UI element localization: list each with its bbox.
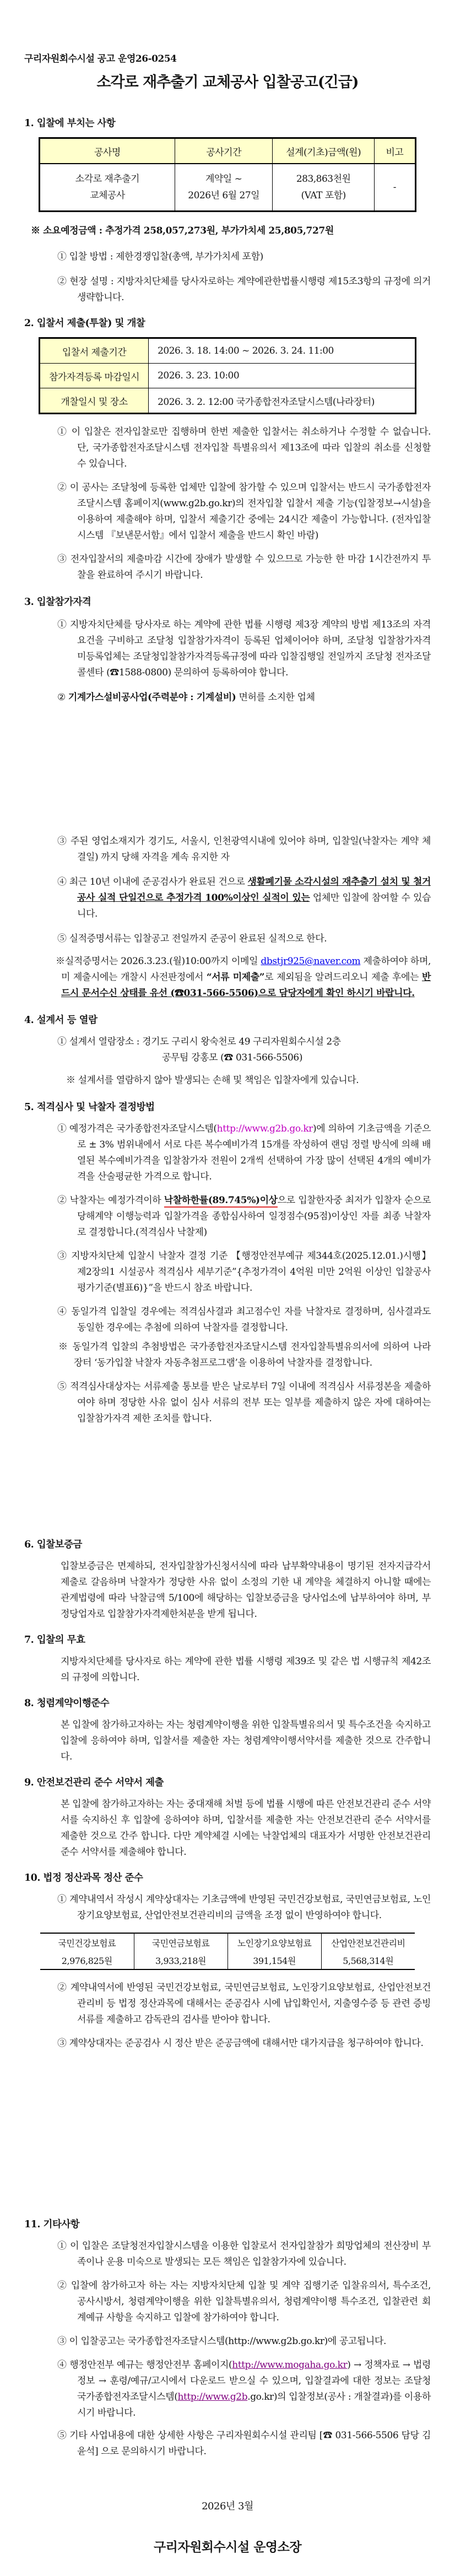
col-industrial-safety: 산업안전보건관리비 <box>321 1933 415 1951</box>
screening-documents-item: ⑤ 적격심사대상자는 서류제출 통보를 받은 날로부터 7일 이내에 적격심사 서류정본을 제출하여야 하며 정당한 사유 없이 심사 서류의 전부 또는 일부를 제출하지 않은 자에 대하여는 입찰참가자격 제한 조치를 합니다. <box>57 1381 431 1424</box>
bid-overview-table <box>39 137 416 212</box>
design-review-location-item: ① 설계서 열람장소 : 경기도 구리시 왕숙천로 49 구리자원회수시설 2층 <box>57 1036 341 1047</box>
period-line2: 2026년 6월 27일 <box>188 190 260 201</box>
cell-submission-period: 2026. 3. 18. 14:00 ~ 2026. 3. 24. 11:00 <box>149 338 416 364</box>
table-header-row <box>40 138 416 164</box>
blank-gap <box>24 1427 431 1537</box>
qualification-item-4 <box>57 874 431 922</box>
table-row <box>40 388 416 414</box>
deadline-caution-item: ③ 전자입찰서의 제출마감 시간에 장애가 발생할 수 있으므로 가능한 한 마감 1시간전까지 투찰을 완료하여 주시기 바랍니다. <box>57 554 431 581</box>
mogaha-url-link[interactable]: http://www.mogaha.go.kr <box>232 2359 348 2371</box>
design-review-contact: 공무팀 강홍모 (☎ 031-566-5506) <box>162 1052 303 1063</box>
note-mid1: 제출하여야 하며, 미 제출시에는 개찰시 사전판정에서 <box>61 956 431 983</box>
footer-date: 2026년 3월 <box>202 2501 253 2512</box>
email-link[interactable]: dbstjr925@naver.com <box>261 956 361 967</box>
table-row <box>40 164 416 212</box>
table-row <box>40 338 416 364</box>
misc-4-post: .go.kr)의 입찰정보(공사 : 개찰결과)를 이용하시기 바랍니다. <box>77 2391 431 2418</box>
bid-bond-body: 입찰보증금은 면제하되, 전자입찰참가신청서식에 따라 납부확약내용이 명기된 전자지급각서 제출로 갈음하며 낙찰자가 정당한 사유 없이 소정의 기한 내 계약을 체결하지 아니할 때에는 관계법령에 따라 낙찰금액 5/100에 해당하는 입찰보증금을 당사업소에 납부하여야 하며, 부정당업자로 입찰참가자격제한처분을 받게 됩니다. <box>61 1561 431 1620</box>
section-2-heading: 2. 입찰서 제출(투찰) 및 개찰 <box>24 318 145 329</box>
document-title: 소각로 재추출기 교체공사 입찰공고(긴급) <box>96 74 359 91</box>
g2b-registration-item: ② 이 공사는 조달청에 등록한 업체만 입찰에 참가할 수 있으며 입찰서는 반드시 국가종합전자조달시스템 홈페이지(www.g2b.go.kr)의 전자입찰 입찰서 제출 기능(입찰정보→시설)을 이용하여 제출해야 하며, 입찰서 제출기간 중에는 24시간 제출이 가능합니다. (전자입찰시스템 『보낸문서함』에서 입찰서 제출을 반드시 확인 바람) <box>57 482 431 541</box>
construction-name-line2: 교체공사 <box>90 190 125 201</box>
period-line1: 계약일 ~ <box>205 174 242 185</box>
award-rate-post: 으로 입찰한자중 최저가 입찰자 순으로 당해계약 이행능력과 입찰가격을 종합심사하여 일정점수(95점)이상인 자를 최종 낙찰자로 결정합니다.(적격심사 낙찰제) <box>77 1195 431 1238</box>
section-3-heading: 3. 입찰참가자격 <box>24 597 91 608</box>
performance-post: 업체만 입찰에 참여할 수 있습니다. <box>77 892 431 919</box>
section-7-heading: 7. 입찰의 무효 <box>24 1635 85 1646</box>
notice-number: 구리자원회수시설 공고 운영26-0254 <box>24 53 177 64</box>
license-requirement-bold: 기계가스설비공사업(주력분야 : 기계설비) <box>68 692 236 703</box>
cell-opening-datetime: 2026. 3. 2. 12:00 국가종합전자조달시스템(나라장터) <box>149 388 416 414</box>
col-national-pension: 국민연금보험료 <box>134 1933 228 1951</box>
footer-signature: 구리자원회수시설 운영소장 <box>153 2540 302 2555</box>
col-health-insurance: 국민건강보험료 <box>58 1938 116 1949</box>
row-header-registration-deadline: 참가자격등록 마감일시 <box>40 364 149 388</box>
col-header-remark: 비고 <box>374 138 415 164</box>
blank-gap <box>24 2052 431 2217</box>
qualification-item-3: ③ 주된 영업소재지가 경기도, 서울시, 인천광역시내에 있어야 하며, 입찰일(낙찰자는 계약 체결일) 까지 당해 자격을 계속 유지한 자 <box>57 836 431 863</box>
settlement-item-3: ③ 계약상대자는 준공검사 시 정산 받은 준공금액에 대해서만 대가지급을 청구하여야 합니다. <box>57 2038 424 2049</box>
invalid-bid-body: 지방자치단체를 당사자로 하는 계약에 관한 법률 시행령 제39조 및 같은 법 시행규칙 제42조의 규정에 의합니다. <box>61 1656 431 1683</box>
blank-gap <box>24 706 431 834</box>
electronic-bid-item: ① 이 입찰은 전자입찰로만 집행하며 한번 제출한 입찰서는 취소하거나 수정할 수 없습니다. 단, 국가종합전자조달시스템 전자입찰 특별유의서 제13조에 따라 입찰의 취소를 신청할 수 있습니다. <box>57 426 431 469</box>
safety-pledge-body: 본 입찰에 참가하고자하는 자는 중대재해 처벌 등에 법률 시행에 따른 안전보건관리 준수 서약서를 숙지하신 후 입찰에 응하여야 하며, 입찰서를 제출한 자는 안전보건관리 준수 서약서를 제출한 것으로 간주 합니다. 다만 계약체결 시에는 낙찰업체의 대표자가 서명한 안전보건관리 준수 서약서를 제출해야 합니다. <box>61 1799 431 1858</box>
site-briefing-item: ② 현장 설명 : 지방자치단체를 당사자로하는 계약에관한법률시행령 제15조3항의 규정에 의거 생략합니다. <box>57 276 431 303</box>
qualification-item-2 <box>57 690 431 706</box>
reserve-price-post: )에 의하여 기초금액을 기준으로 ± 3% 범위내에서 서로 다른 복수예비가격 15개를 작성하여 랜덤 정렬 방식에 의해 배열된 복수예비가격을 입찰참가자 전원이 2개씩 선택하여 가장 많이 선택된 4개의 예비가격을 산술평균한 가격으로 합니다. <box>77 1123 431 1182</box>
section-4-heading: 4. 설계서 등 열람 <box>24 1015 98 1026</box>
award-lower-limit-red-underline: 낙찰하한률(89.745%)이상 <box>164 1195 278 1208</box>
reserve-price-pre: ① 예정가격은 국가종합전자조달시스템( <box>57 1123 217 1134</box>
row-header-opening-datetime: 개찰일시 및 장소 <box>40 388 149 414</box>
g2b-url-plain: http://www.g2b.go.kr <box>228 2336 324 2347</box>
license-requirement-rest: 면허를 소지한 업체 <box>236 692 315 703</box>
value-longterm-care: 391,154원 <box>228 1951 321 1969</box>
col-longterm-care: 노인장기요양보험료 <box>228 1933 321 1951</box>
value-national-pension: 3,933,218원 <box>134 1951 228 1969</box>
cell-amount <box>273 164 374 212</box>
bid-method-item: ① 입찰 방법 : 제한경쟁입찰(총액, 부가가치세 포함) <box>57 251 263 262</box>
performance-pre: ④ 최근 10년 이내에 준공검사가 완료된 건으로 <box>57 876 248 887</box>
settlement-item-2: ② 계약내역서에 반영된 국민건강보험료, 국민연금보험료, 노인장기요양보험료, 산업안전보건관리비 등 법정 정산과목에 대해서는 준공검사 시에 납입확인서, 지출영수증 등 관련 증빙서류를 제출하고 감독관의 검사를 받아야 합니다. <box>57 1982 431 2025</box>
misc-item-1: ① 이 입찰은 조달청전자입찰시스템을 이용한 입찰로서 전자입찰참가 희망업체의 전산장비 부족이나 운용 미숙으로 발생되는 모든 책임은 입찰참가자에 있습니다. <box>57 2241 431 2267</box>
tie-bid-item: ④ 동일가격 입찰일 경우에는 적격심사결과 최고점수인 자를 낙찰자로 결정하며, 심사결과도 동일한 경우에는 추첨에 의하여 낙찰자를 결정합니다. <box>57 1306 431 1333</box>
cell-registration-deadline: 2026. 3. 23. 10:00 <box>149 364 416 388</box>
section-9-heading: 9. 안전보건관리 준수 서약서 제출 <box>24 1777 164 1788</box>
misc-3-pre: ③ 이 입찰공고는 국가종합전자조달시스템( <box>57 2336 229 2347</box>
table-value-row <box>40 1951 415 1969</box>
section-6-heading: 6. 입찰보증금 <box>24 1539 82 1550</box>
settlement-table <box>40 1933 415 1970</box>
table-header-row <box>40 1933 415 1951</box>
misc-3-post: )에 공고됩니다. <box>324 2336 386 2347</box>
misc-4-mid: ) → 정책자료 → 법령정보 → 훈령/예규/고시에서 다운로드 받으실 수 있으며, 입찰결과에 대한 정보는 조달청 국가종합전자조달시스템( <box>77 2359 431 2402</box>
integrity-pledge-body: 본 입찰에 참가하고자하는 자는 청렴계약이행을 위한 입찰특별유의서 및 특수조건을 숙지하고 입찰에 응하여야 하며, 입찰서를 제출한 자는 청렴계약이행서약서를 제출한 것으로 간주합니다. <box>61 1719 431 1762</box>
note-mid2: 로 제외됨을 알려드리오니 제출 후에는 <box>264 972 422 983</box>
award-rate-pre: ② 낙찰자는 예정가격이하 <box>57 1195 164 1206</box>
amount-line2: (VAT 포함) <box>301 190 346 201</box>
reserve-price-item <box>57 1121 431 1185</box>
estimated-amount-note: ※ 소요예정금액 : 추정가격 258,057,273원, 부가가치세 25,805,727원 <box>31 225 334 236</box>
table-row <box>40 364 416 388</box>
note-pre: ※실적증명서는 2026.3.23.(월)10:00까지 이메일 <box>56 956 261 967</box>
section-10-heading: 10. 법정 정산과목 정산 준수 <box>24 1873 143 1884</box>
construction-name-line1: 소각로 재추출기 <box>75 174 140 185</box>
cell-period <box>175 164 273 212</box>
qualification-item-1: ① 지방자치단체를 당사자로 하는 계약에 관한 법률 시행령 제3장 계약의 방법 제13조의 자격요건을 구비하고 조달청 입찰참가자격이 등록된 업체이어야 하며, 조달청 입찰참가자격 미등록업체는 조달청입찰참가자격등록규정에 따라 입찰집행일 전일까지 조달청 전자조달콜센타 (☎1588-0800) 문의하여 등록하여야 합니다. <box>57 619 431 678</box>
col-header-period: 공사기간 <box>175 138 273 164</box>
award-rate-item <box>57 1193 431 1241</box>
g2b-url-link[interactable]: http://www.g2b.go.kr <box>216 1123 313 1134</box>
award-criteria-item: ③ 지방자치단체 입찰시 낙찰자 결정 기준 【행정안전부예규 제344호(2025.12.01.)시행】 제2장의1 시설공사 적격심사 세부기준”{추정가격이 4억원 미만 2억원 이상인 입찰공사 평가기준(별표6)}”을 반드시 참조 바랍니다. <box>57 1251 431 1294</box>
performance-certificate-note <box>56 954 431 1002</box>
misc-item-4 <box>57 2357 431 2421</box>
col-header-amount: 설계(기초)금액(원) <box>273 138 374 164</box>
confirm-by-phone-underline: 반드시 문서수신 상태를 유선 (☎031-566-5506)으로 담당자에게 확인 하시기 바랍니다. <box>61 972 431 999</box>
cell-construction-name <box>40 164 175 212</box>
col-header-construction-name: 공사명 <box>40 138 175 164</box>
performance-requirement-underline: 생활폐기물 소각시설의 재추출기 설치 및 철거공사 실적 단일건으로 추정가격 100%이상인 실적이 있는 <box>77 876 431 903</box>
amount-line1: 283,863천원 <box>296 174 351 185</box>
misc-item-5: ⑤ 기타 사업내용에 대한 상세한 사항은 구리자원회수시설 관리팀 [☎ 031-566-5506 담당 김윤석] 으로 문의하시기 바랍니다. <box>57 2430 431 2457</box>
value-health-insurance: 2,976,825원 <box>61 1955 112 1966</box>
settlement-item-1: ① 계약내역서 작성시 계약상대자는 기초금액에 반영된 국민건강보험료, 국민연금보험료, 노인장기요양보험료, 산업안전보건관리비의 금액을 조정 없이 반영하여야 합니다. <box>57 1894 431 1921</box>
tie-bid-lottery-note: ※ 동일가격 입찰의 추첨방법은 국가종합전자조달시스템 전자입찰특별유의서에 의하여 나라장터 ‘동가입찰 낙찰자 자동추첨프로그램’을 이용하여 낙찰자를 결정합니다. <box>58 1341 431 1368</box>
section-1-heading: 1. 입찰에 부치는 사항 <box>24 118 116 129</box>
design-review-warning-note: ※ 설계서를 열람하지 않아 발생되는 손해 및 책임은 입찰자에게 있습니다. <box>66 1075 359 1086</box>
section-8-heading: 8. 청렴계약이행준수 <box>24 1698 110 1709</box>
missing-document-bold: “서류 미제출” <box>206 972 265 983</box>
misc-item-2: ② 입찰에 참가하고자 하는 자는 지방자치단체 입찰 및 계약 집행기준 입찰유의서, 특수조건, 공사시방서, 청렴계약이행을 위한 입찰특별유의서, 청렴계약이행 특수조건, 입찰관련 회계예규 사항을 숙지하고 입찰에 참가하여야 합니다. <box>57 2280 431 2323</box>
section-11-heading: 11. 기타사항 <box>24 2219 80 2230</box>
row-header-submission-period: 입찰서 제출기간 <box>40 338 149 364</box>
item-number: ② <box>57 692 68 703</box>
section-5-heading: 5. 적격심사 및 낙찰자 결정방법 <box>24 1102 155 1113</box>
qualification-item-5: ⑤ 실적증명서류는 입찰공고 전일까지 준공이 완료된 실적으로 한다. <box>57 933 327 944</box>
g2b-url-link-2[interactable]: http://www.g2b <box>177 2391 248 2402</box>
misc-4-pre: ④ 행정안전부 예규는 행정안전부 홈페이지( <box>57 2359 232 2371</box>
schedule-table <box>39 337 416 414</box>
misc-item-3 <box>57 2334 431 2350</box>
cell-remark: - <box>374 164 415 212</box>
value-industrial-safety: 5,568,314원 <box>321 1951 415 1969</box>
